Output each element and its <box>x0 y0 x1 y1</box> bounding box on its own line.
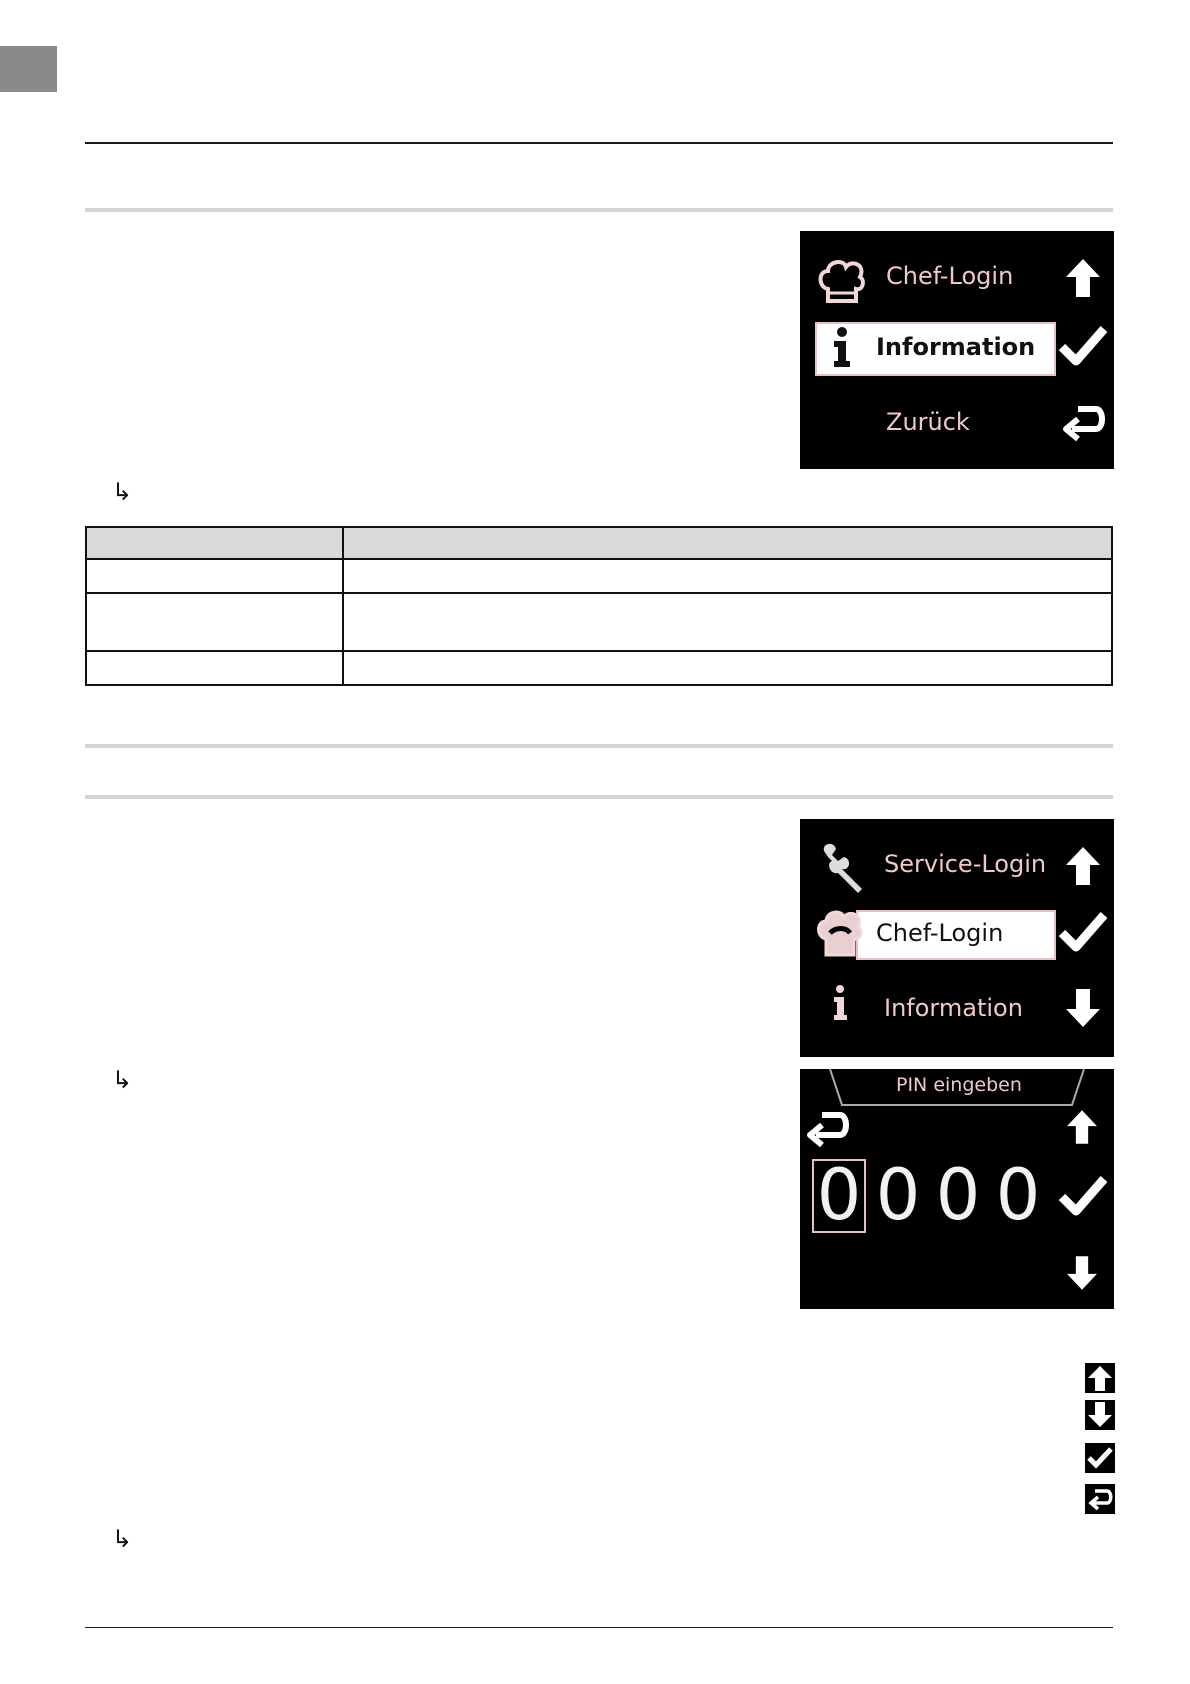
section-divider-1 <box>85 208 1113 212</box>
menu-item-service-login[interactable]: Service-Login <box>884 850 1047 878</box>
arrow-up-icon[interactable] <box>1058 253 1108 303</box>
return-icon[interactable] <box>1058 399 1108 449</box>
table-cell <box>343 593 1112 651</box>
menu-item-chef-login[interactable]: Chef-Login <box>886 262 1014 290</box>
check-icon[interactable] <box>1058 907 1108 957</box>
table-row <box>86 559 1112 593</box>
check-icon[interactable] <box>1058 1171 1108 1221</box>
chapter-tab <box>0 46 57 92</box>
return-icon[interactable] <box>802 1105 852 1155</box>
table-cell <box>86 651 343 685</box>
step-result-arrow-3: ↳ <box>112 1525 133 1553</box>
arrow-up-icon[interactable] <box>1058 841 1108 891</box>
arrow-down-icon[interactable] <box>1058 983 1108 1033</box>
table-row <box>86 651 1112 685</box>
check-icon[interactable] <box>1058 321 1108 371</box>
table-header-cell <box>343 527 1112 559</box>
table-header-row <box>86 527 1112 559</box>
table-cell <box>343 651 1112 685</box>
step-result-arrow-1: ↳ <box>112 478 133 506</box>
header-rule <box>85 142 1113 144</box>
info-icon <box>818 323 866 371</box>
table-header-cell <box>86 527 343 559</box>
step-result-arrow-2: ↳ <box>112 1066 133 1094</box>
chef-hat-icon <box>812 905 868 961</box>
info-icon <box>822 983 862 1023</box>
section-divider-3 <box>85 795 1113 799</box>
arrow-up-icon[interactable] <box>1060 1105 1104 1149</box>
footer-rule <box>85 1627 1113 1628</box>
wrench-icon <box>814 839 870 895</box>
arrow-down-icon <box>1085 1400 1115 1430</box>
pin-digit[interactable]: 0 <box>875 1154 921 1236</box>
pin-digit[interactable]: 0 <box>995 1154 1041 1236</box>
menu-item-chef-login[interactable]: Chef-Login <box>876 919 1004 947</box>
check-icon <box>1085 1443 1115 1473</box>
return-icon <box>1085 1484 1115 1514</box>
info-table <box>85 526 1113 686</box>
chef-hat-icon <box>814 253 870 309</box>
section-divider-2 <box>85 744 1113 748</box>
table-cell <box>86 559 343 593</box>
arrow-down-icon[interactable] <box>1060 1251 1104 1295</box>
pin-digit[interactable]: 0 <box>935 1154 981 1236</box>
pin-digit[interactable]: 0 <box>816 1154 862 1236</box>
pin-screen <box>800 1069 1114 1309</box>
menu-screen-2 <box>800 819 1114 1057</box>
menu-item-information[interactable]: Information <box>876 333 1036 361</box>
arrow-up-icon <box>1085 1363 1115 1393</box>
pin-title: PIN eingeben <box>896 1074 1022 1096</box>
table-row <box>86 593 1112 651</box>
menu-screen-1 <box>800 231 1114 469</box>
table-cell <box>343 559 1112 593</box>
menu-item-zurueck[interactable]: Zurück <box>886 408 970 436</box>
table-cell <box>86 593 343 651</box>
menu-item-information[interactable]: Information <box>884 994 1023 1022</box>
